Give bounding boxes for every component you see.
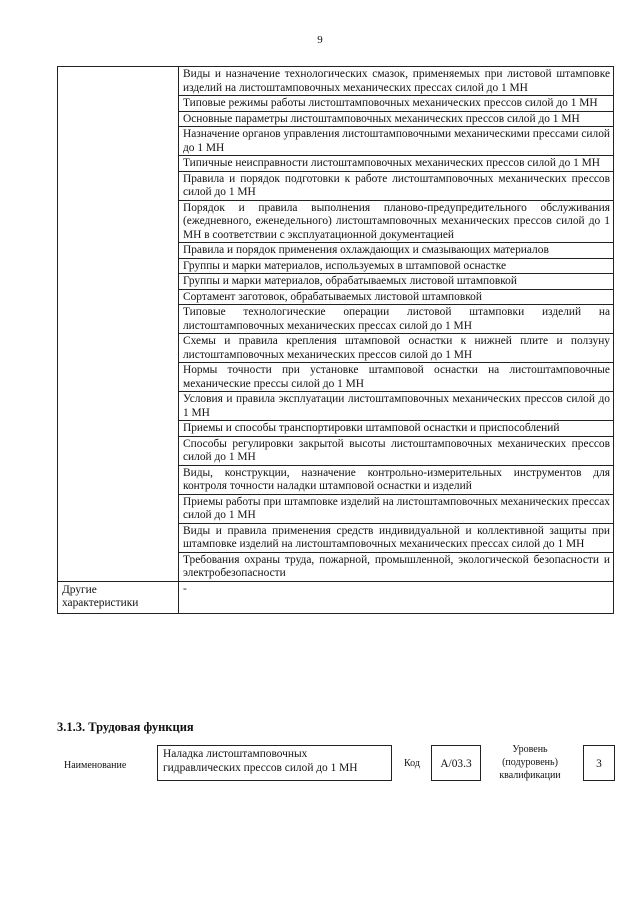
table-row [58,67,614,96]
knowledge-item: Приемы работы при штамповке изделий на листоштамповочных механических прессах силой до 1 МН [179,494,614,523]
knowledge-item: Способы регулировки закрытой высоты листоштамповочных механических прессов силой до 1 МН [179,436,614,465]
name-label: Наименование [64,760,127,771]
knowledge-item: Типовые режимы работы листоштамповочных механических прессов силой до 1 МН [179,96,614,112]
knowledge-item: Схемы и правила крепления штамповой оснастки к нижней плите и ползуну листоштамповочных механических прессов силой до 1 МН [179,334,614,363]
knowledge-item: Типичные неисправности листоштамповочных механических прессов силой до 1 МН [179,156,614,172]
level-label: Уровень (подуровень) квалификации [499,744,561,781]
knowledge-item: Назначение органов управления листоштамповочными механическими прессами силой до 1 МН [179,127,614,156]
knowledge-item: Правила и порядок применения охлаждающих и смазывающих материалов [179,243,614,259]
knowledge-table [57,66,614,614]
other-characteristics-label: Другие характеристики [58,581,179,613]
knowledge-item: Порядок и правила выполнения планово-предупредительного обслуживания (ежедневного, еженедельного) листоштамповочных механических прессов силой до 1 МН в соответствии с эксплуатационной документацией [179,200,614,243]
category-cell [58,67,179,582]
knowledge-item: Приемы и способы транспортировки штамповой оснастки и приспособлений [179,421,614,437]
table-row [58,581,614,613]
knowledge-item: Правила и порядок подготовки к работе листоштамповочных механических прессов силой до 1 МН [179,171,614,200]
knowledge-item: Виды и правила применения средств индивидуальной и коллективной защиты при штамповке изделий на листоштамповочных механических прессах силой до 1 МН [179,523,614,552]
knowledge-item: Сортамент заготовок, обрабатываемых листовой штамповкой [179,289,614,305]
knowledge-item: Условия и правила эксплуатации листоштамповочных механических прессов силой до 1 МН [179,392,614,421]
knowledge-item: Требования охраны труда, пожарной, промышленной, экологической безопасности и электробезопасности [179,552,614,581]
knowledge-item: Виды, конструкции, назначение контрольно-измерительных инструментов для контроля точности наладки штамповой оснастки и изделий [179,465,614,494]
code-value: А/03.3 [431,745,481,781]
knowledge-item: Типовые технологические операции листовой штамповки изделий на листоштамповочных механических прессах силой до 1 МН [179,305,614,334]
page-number: 9 [317,34,323,46]
knowledge-item: Группы и марки материалов, обрабатываемых листовой штамповкой [179,274,614,290]
knowledge-item: Группы и марки материалов, используемых в штамповой оснастке [179,258,614,274]
name-value: Наладка листоштамповочных гидравлических прессов силой до 1 МН [157,745,392,781]
level-value: 3 [583,745,615,781]
knowledge-item: Виды и назначение технологических смазок, применяемых при листовой штамповке изделий на листоштамповочных механических прессах силой до 1 МН [179,67,614,96]
other-characteristics-value: - [179,581,614,613]
knowledge-item: Основные параметры листоштамповочных механических прессов силой до 1 МН [179,111,614,127]
knowledge-item: Нормы точности при установке штамповой оснастки на листоштамповочные механические прессы силой до 1 МН [179,363,614,392]
section-title: 3.1.3. Трудовая функция [57,720,194,734]
code-label: Код [404,758,420,769]
function-row [57,742,617,786]
